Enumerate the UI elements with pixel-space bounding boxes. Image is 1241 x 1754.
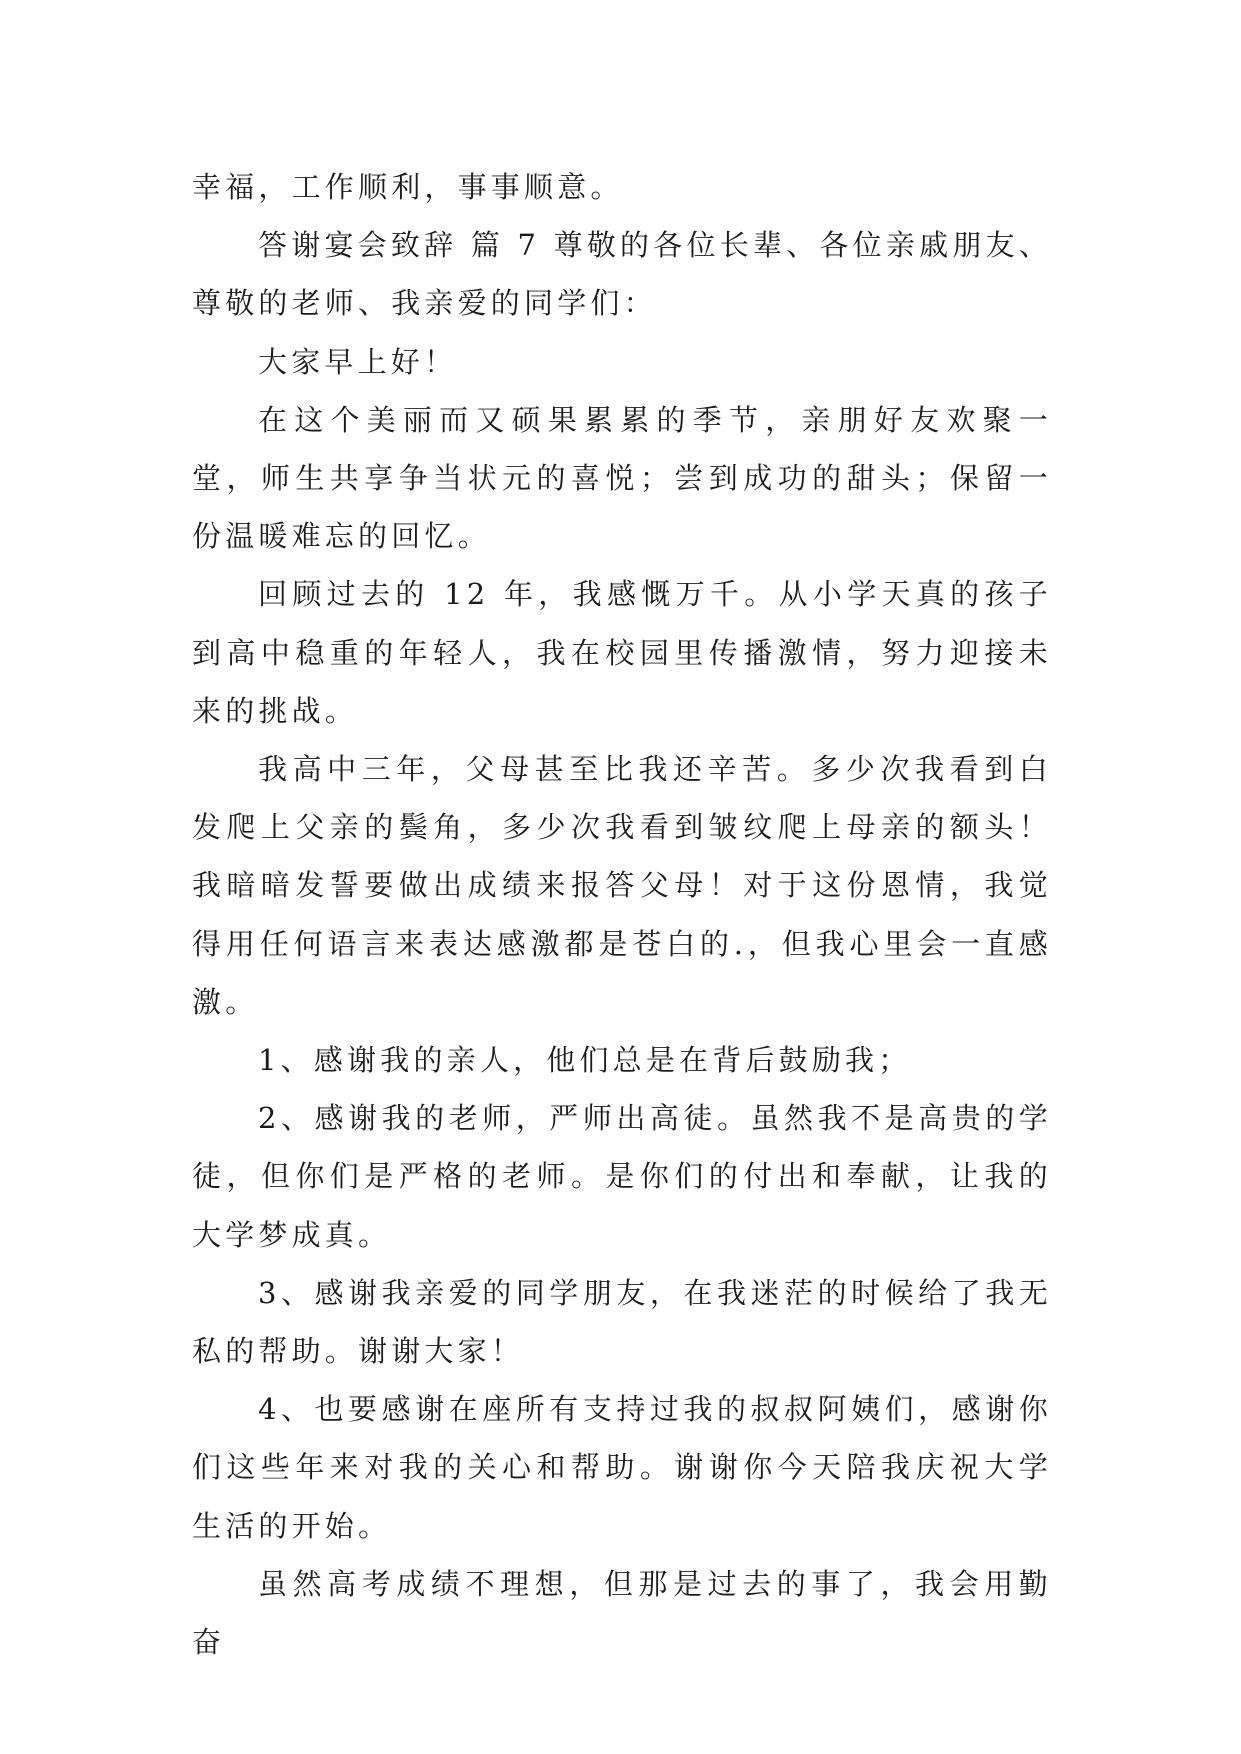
paragraph-6: 我高中三年，父母甚至比我还辛苦。多少次我看到白发爬上父亲的鬓角，多少次我看到皱纹爬上母亲的额头！我暗暗发誓要做出成绩来报答父母！对于这份恩情，我觉得用任何语言来表达感激都是苍白的.，但我心里会一直感激。 [192,752,1052,1019]
paragraph-1: 幸福，工作顺利，事事顺意。 [192,170,624,204]
paragraph-3: 大家早上好！ [258,344,458,379]
paragraph-5: 回顾过去的 12 年，我感慨万千。从小学天真的孩子到高中稳重的年轻人，我在校园里传播激情，努力迎接未来的挑战。 [192,577,1052,728]
document-body [192,158,1052,1671]
paragraph-2: 答谢宴会致辞 篇 7 尊敬的各位长辈、各位亲戚朋友、尊敬的老师、我亲爱的同学们： [192,228,1052,321]
paragraph-8: 2、感谢我的老师，严师出高徒。虽然我不是高贵的学徒，但你们是严格的老师。是你们的付出和奉献，让我的大学梦成真。 [192,1101,1052,1252]
paragraph-7: 1、感谢我的亲人，他们总是在背后鼓励我； [258,1043,912,1078]
paragraph-4: 在这个美丽而又硕果累累的季节，亲朋好友欢聚一堂，师生共享争当状元的喜悦；尝到成功的甜头；保留一份温暖难忘的回忆。 [192,402,1052,554]
paragraph-11: 虽然高考成绩不理想，但那是过去的事了，我会用勤奋 [192,1566,1052,1660]
paragraph-9: 3、感谢我亲爱的同学朋友，在我迷茫的时候给了我无私的帮助。谢谢大家！ [192,1275,1052,1369]
paragraph-10: 4、也要感谢在座所有支持过我的叔叔阿姨们，感谢你们这些年来对我的关心和帮助。谢谢你今天陪我庆祝大学生活的开始。 [192,1392,1052,1543]
